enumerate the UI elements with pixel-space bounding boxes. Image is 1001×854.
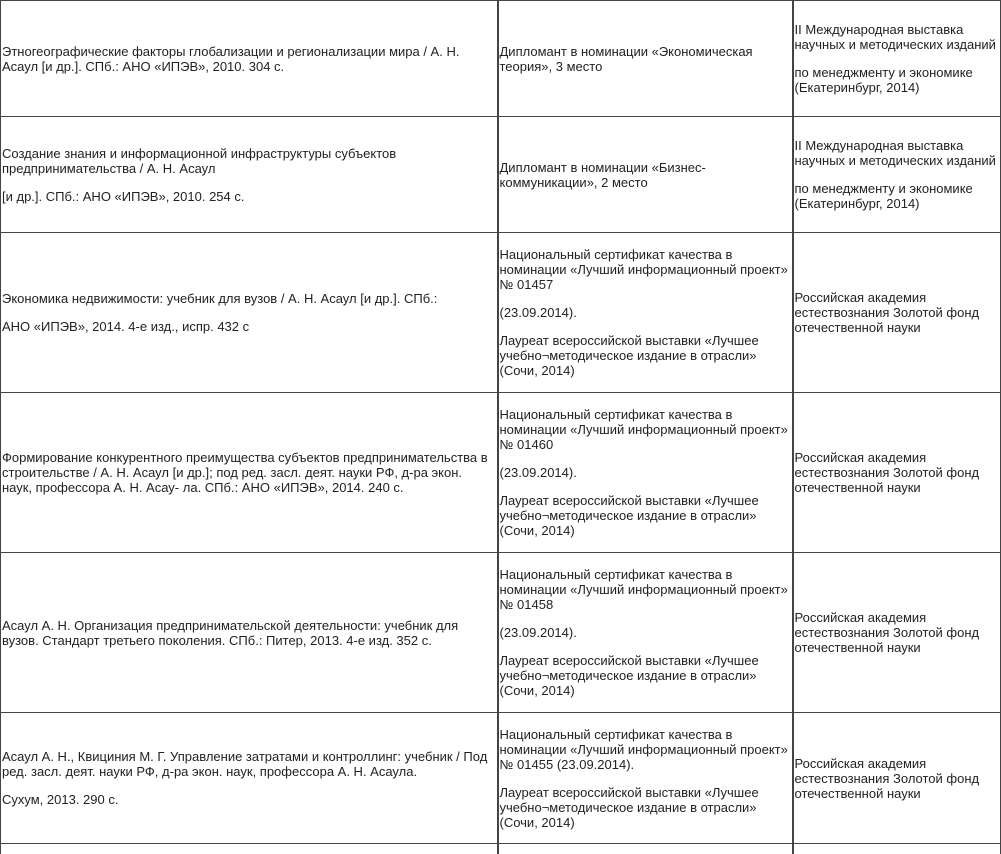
publication-text: Создание знания и информационной инфраструктуры субъектов предпринимательства / А. Н. Асаул bbox=[2, 146, 496, 176]
table-row bbox=[1, 1, 1001, 117]
event-cell bbox=[793, 553, 1001, 713]
event-text: II Международная выставка научных и методических изданий bbox=[795, 138, 1000, 168]
publication-text: Экономика недвижимости: учебник для вузов / А. Н. Асаул [и др.]. СПб.: bbox=[2, 291, 496, 306]
award-text: Дипломант в номинации «Экономическая теория», 3 место bbox=[500, 44, 791, 74]
publication-cell bbox=[1, 713, 498, 844]
table-row bbox=[1, 844, 1001, 854]
publication-cell bbox=[1, 553, 498, 713]
table-row bbox=[1, 713, 1001, 844]
publication-cell bbox=[1, 393, 498, 553]
award-cell bbox=[498, 393, 793, 553]
event-text: Российская академия естествознания Золотой фонд отечественной науки bbox=[795, 450, 1000, 495]
award-text: Национальный сертификат качества в номинации «Лучший информационный проект» № 01460 bbox=[500, 407, 791, 452]
event-text: Российская академия естествознания Золотой фонд отечественной науки bbox=[795, 290, 1000, 335]
event-cell bbox=[793, 393, 1001, 553]
award-text: Лауреат всероссийской выставки «Лучшее учебно¬методическое издание в отрасли» (Сочи, 2014) bbox=[500, 785, 791, 830]
award-text: Национальный сертификат качества в номинации «Лучший информационный проект» № 01457 bbox=[500, 247, 791, 292]
event-text: по менеджменту и экономике (Екатеринбург, 2014) bbox=[795, 181, 1000, 211]
award-text: Лауреат всероссийской выставки «Лучшее учебно¬методическое издание в отрасли» (Сочи, 2014) bbox=[500, 333, 791, 378]
event-text: по менеджменту и экономике (Екатеринбург, 2014) bbox=[795, 65, 1000, 95]
publication-cell bbox=[1, 117, 498, 233]
event-cell bbox=[793, 117, 1001, 233]
award-cell bbox=[498, 553, 793, 713]
award-text: Национальный сертификат качества в номинации «Лучший информационный проект» № 01455 (23.09.2014). bbox=[500, 727, 791, 772]
award-text: (23.09.2014). bbox=[500, 305, 791, 320]
award-text: (23.09.2014). bbox=[500, 625, 791, 640]
event-text: Российская академия естествознания Золотой фонд отечественной науки bbox=[795, 610, 1000, 655]
award-cell bbox=[498, 1, 793, 117]
publication-text: Сухум, 2013. 290 с. bbox=[2, 792, 496, 807]
table-row bbox=[1, 393, 1001, 553]
publication-cell bbox=[1, 233, 498, 393]
empty-cell bbox=[1, 844, 498, 854]
award-text: (23.09.2014). bbox=[500, 465, 791, 480]
table-row bbox=[1, 553, 1001, 713]
publication-text: АНО «ИПЭВ», 2014. 4-е изд., испр. 432 с bbox=[2, 319, 496, 334]
award-text: Национальный сертификат качества в номинации «Лучший информационный проект» № 01458 bbox=[500, 567, 791, 612]
event-cell bbox=[793, 1, 1001, 117]
publication-text: Асаул А. Н. Организация предпринимательской деятельности: учебник для вузов. Стандарт третьего поколения. СПб.: Питер, 2013. 4-е изд. 352 с. bbox=[2, 618, 496, 648]
event-cell bbox=[793, 233, 1001, 393]
publication-text: [и др.]. СПб.: АНО «ИПЭВ», 2010. 254 с. bbox=[2, 189, 496, 204]
award-text: Лауреат всероссийской выставки «Лучшее учебно¬методическое издание в отрасли» (Сочи, 2014) bbox=[500, 653, 791, 698]
publication-text: Асаул А. Н., Квициния М. Г. Управление затратами и контроллинг: учебник / Под ред. засл. деят. науки РФ, д-ра экон. наук, профессора А. Н. Асаула. bbox=[2, 749, 496, 779]
table-row bbox=[1, 117, 1001, 233]
award-text: Дипломант в номинации «Бизнес-коммуникации», 2 место bbox=[500, 160, 791, 190]
award-cell bbox=[498, 233, 793, 393]
award-cell bbox=[498, 713, 793, 844]
award-text: Лауреат всероссийской выставки «Лучшее учебно¬методическое издание в отрасли» (Сочи, 2014) bbox=[500, 493, 791, 538]
publication-text: Этногеографические факторы глобализации и регионализации мира / А. Н. Асаул [и др.]. СПб.: АНО «ИПЭВ», 2010. 304 с. bbox=[2, 44, 496, 74]
table-row bbox=[1, 233, 1001, 393]
publication-cell bbox=[1, 1, 498, 117]
empty-cell bbox=[498, 844, 793, 854]
empty-cell bbox=[793, 844, 1001, 854]
publication-text: Формирование конкурентного преимущества субъектов предпринимательства в строительстве / А. Н. Асаул [и др.]; под ред. засл. деят. науки РФ, д-ра экон. наук, профессора А. Н. Асау- ла. СПб.: АНО «ИПЭВ», 2014. 240 с. bbox=[2, 450, 496, 495]
event-text: II Международная выставка научных и методических изданий bbox=[795, 22, 1000, 52]
event-text: Российская академия естествознания Золотой фонд отечественной науки bbox=[795, 756, 1000, 801]
award-cell bbox=[498, 117, 793, 233]
event-cell bbox=[793, 713, 1001, 844]
